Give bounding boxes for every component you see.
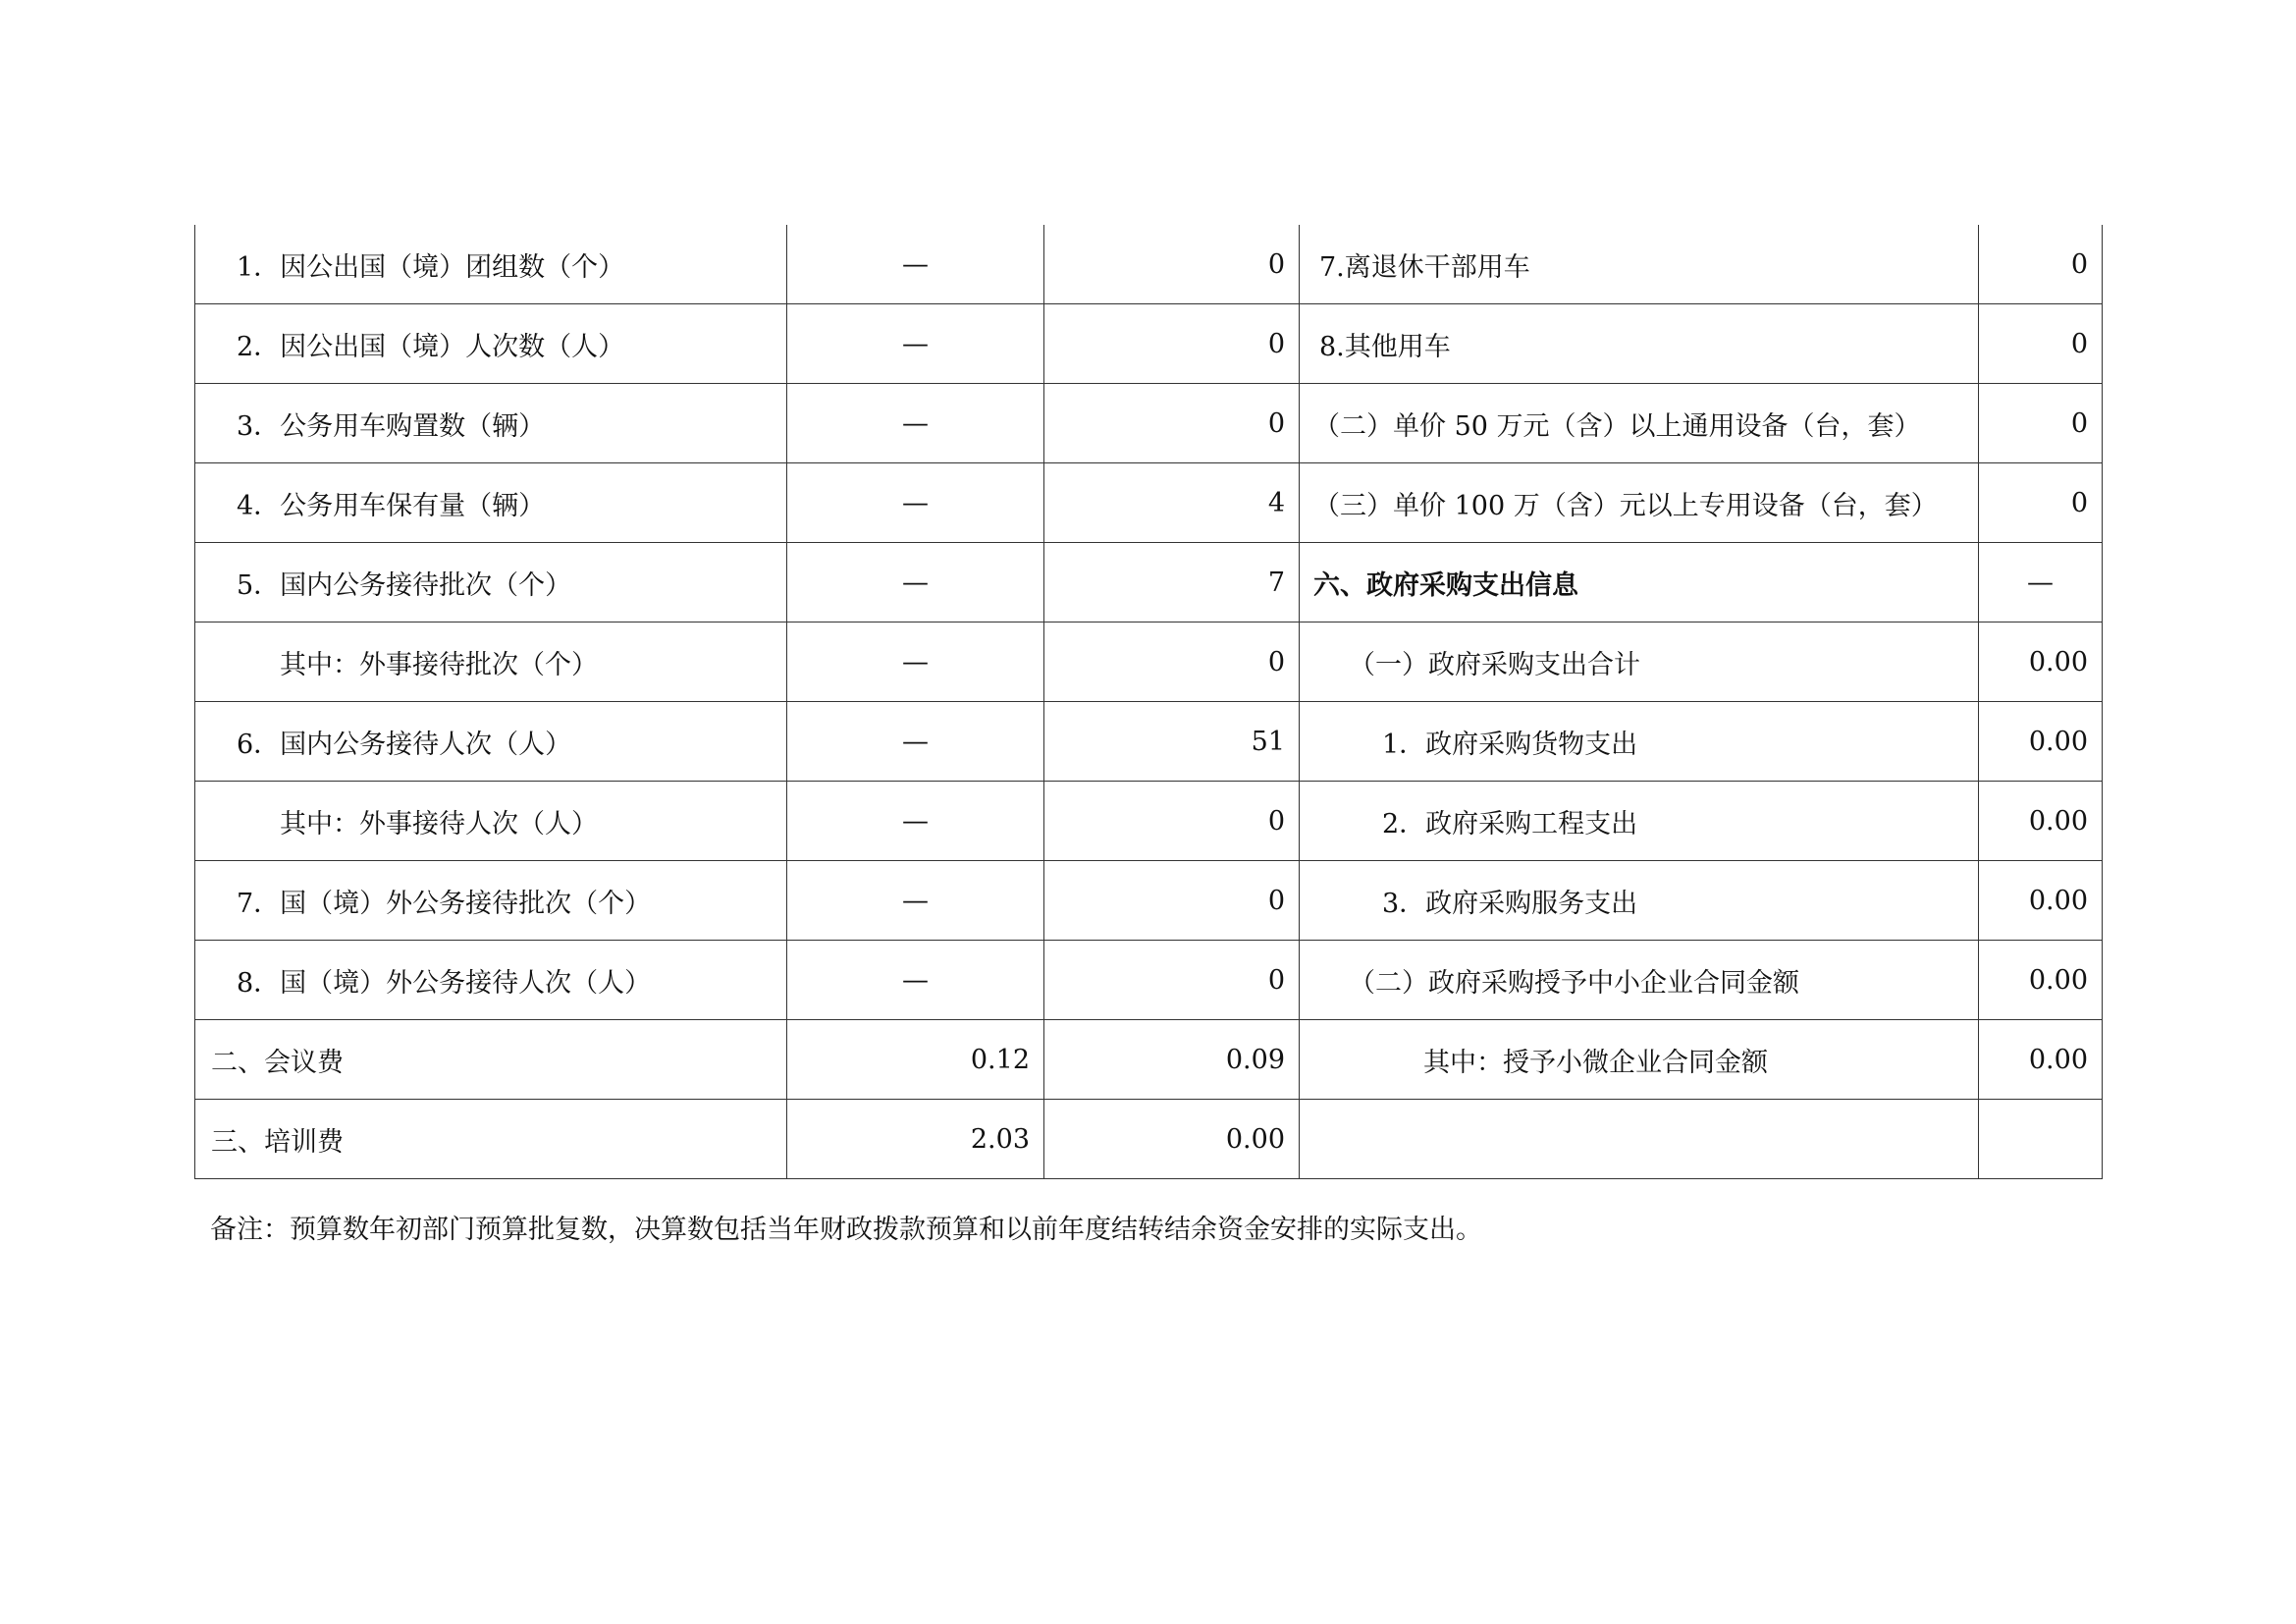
budget-value: — — [787, 861, 1044, 941]
item-label: （二）政府采购授予中小企业合同金额 — [1300, 941, 1979, 1020]
item-label: 1．因公出国（境）团组数（个） — [195, 225, 787, 304]
budget-value: — — [787, 543, 1044, 623]
item-value: 0.00 — [1979, 1020, 2103, 1100]
section-heading: 六、政府采购支出信息 — [1300, 543, 1979, 623]
table-row — [195, 225, 2103, 304]
item-label: 6．国内公务接待人次（人） — [195, 702, 787, 782]
table-row — [195, 1020, 2103, 1100]
actual-value: 0.00 — [1044, 1100, 1300, 1179]
item-label: 2．因公出国（境）人次数（人） — [195, 304, 787, 384]
budget-value: — — [787, 782, 1044, 861]
item-label: 3．政府采购服务支出 — [1300, 861, 1979, 941]
table-row — [195, 861, 2103, 941]
table-row — [195, 1100, 2103, 1179]
item-label: 4．公务用车保有量（辆） — [195, 463, 787, 543]
item-label: 其中：外事接待批次（个） — [195, 623, 787, 702]
item-label: 其中：授予小微企业合同金额 — [1300, 1020, 1979, 1100]
budget-value: 2.03 — [787, 1100, 1044, 1179]
item-label: 8．国（境）外公务接待人次（人） — [195, 941, 787, 1020]
actual-value: 0 — [1044, 861, 1300, 941]
item-label: 7．国（境）外公务接待批次（个） — [195, 861, 787, 941]
item-label: 8.其他用车 — [1300, 304, 1979, 384]
item-label: 3．公务用车购置数（辆） — [195, 384, 787, 463]
budget-value: — — [787, 463, 1044, 543]
actual-value: 51 — [1044, 702, 1300, 782]
budget-value: — — [787, 225, 1044, 304]
table-row — [195, 782, 2103, 861]
budget-value: — — [787, 304, 1044, 384]
budget-value: — — [787, 384, 1044, 463]
table-row — [195, 384, 2103, 463]
table-row — [195, 543, 2103, 623]
item-value: — — [1979, 543, 2103, 623]
item-label: 5．国内公务接待批次（个） — [195, 543, 787, 623]
budget-value: — — [787, 702, 1044, 782]
item-value: 0 — [1979, 463, 2103, 543]
actual-value: 0 — [1044, 225, 1300, 304]
section-heading: 三、培训费 — [195, 1100, 787, 1179]
table-row — [195, 463, 2103, 543]
actual-value: 0 — [1044, 941, 1300, 1020]
item-value: 0 — [1979, 225, 2103, 304]
section-heading: 二、会议费 — [195, 1020, 787, 1100]
item-label: 2．政府采购工程支出 — [1300, 782, 1979, 861]
actual-value: 0.09 — [1044, 1020, 1300, 1100]
expenditure-table — [194, 225, 2103, 1179]
table-row — [195, 941, 2103, 1020]
item-label: （一）政府采购支出合计 — [1300, 623, 1979, 702]
actual-value: 7 — [1044, 543, 1300, 623]
table-row — [195, 304, 2103, 384]
item-value: 0.00 — [1979, 782, 2103, 861]
budget-value: — — [787, 941, 1044, 1020]
item-label — [1300, 1100, 1979, 1179]
item-label: 其中：外事接待人次（人） — [195, 782, 787, 861]
item-value: 0.00 — [1979, 941, 2103, 1020]
item-value: 0.00 — [1979, 861, 2103, 941]
actual-value: 4 — [1044, 463, 1300, 543]
budget-value: — — [787, 623, 1044, 702]
actual-value: 0 — [1044, 782, 1300, 861]
table-row — [195, 623, 2103, 702]
table-row — [195, 702, 2103, 782]
item-label: 1．政府采购货物支出 — [1300, 702, 1979, 782]
item-label: （三）单价 100 万（含）元以上专用设备（台，套） — [1300, 463, 1979, 543]
item-value: 0.00 — [1979, 623, 2103, 702]
footnote: 备注：预算数年初部门预算批复数，决算数包括当年财政拨款预算和以前年度结转结余资金安排的实际支出。 — [210, 1215, 1482, 1245]
item-value — [1979, 1100, 2103, 1179]
actual-value: 0 — [1044, 623, 1300, 702]
actual-value: 0 — [1044, 304, 1300, 384]
item-value: 0 — [1979, 384, 2103, 463]
budget-value: 0.12 — [787, 1020, 1044, 1100]
actual-value: 0 — [1044, 384, 1300, 463]
item-label: （二）单价 50 万元（含）以上通用设备（台，套） — [1300, 384, 1979, 463]
item-value: 0.00 — [1979, 702, 2103, 782]
item-label: 7.离退休干部用车 — [1300, 225, 1979, 304]
item-value: 0 — [1979, 304, 2103, 384]
